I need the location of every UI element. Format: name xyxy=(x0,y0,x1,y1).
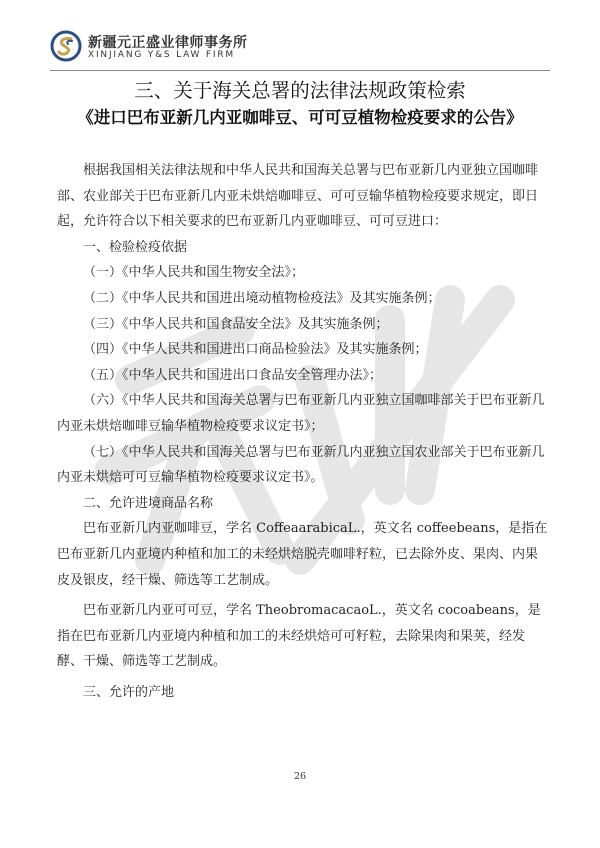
heading-inspection-basis: 一、检验检疫依据 xyxy=(83,239,188,255)
basis-item-5: （五）《中华人民共和国进出口食品安全管理办法》； xyxy=(83,367,383,383)
coffee-paragraph: 巴布亚新几内亚咖啡豆，学名 CoffeaarabicaL.，英文名 coffeebeans，是指在巴布亚新几内亚境内种植和加工的未经烘焙脱壳咖啡籽粒，已去除外皮、果肉、内果皮及银皮，经干燥、筛选等工艺制成。 xyxy=(57,521,548,588)
document-body xyxy=(57,158,549,705)
cocoa-paragraph: 巴布亚新几内亚可可豆，学名 TheobromacacaoL.，英文名 cocoabeans，是指在巴布亚新几内亚境内种植和加工的未经烘焙可可籽粒，去除果肉和果荚，经发酵、干燥、筛选等工艺制成。 xyxy=(57,603,541,670)
section-title: 三、关于海关总署的法律法规政策检索 xyxy=(134,79,466,102)
heading-permitted-origin: 三、允许的产地 xyxy=(83,684,175,700)
firm-logo-icon xyxy=(50,30,82,62)
firm-name-en: XINJIANG Y&S LAW FIRM xyxy=(88,50,235,60)
basis-item-4: （四）《中华人民共和国进出口商品检验法》及其实施条例； xyxy=(83,342,428,358)
document-title: 《进口巴布亚新几内亚咖啡豆、可可豆植物检疫要求的公告》 xyxy=(77,108,523,127)
basis-item-2: （二）《中华人民共和国进出境动植物检疫法》及其实施条例； xyxy=(83,290,441,306)
basis-item-3: （三）《中华人民共和国食品安全法》及其实施条例； xyxy=(83,316,389,332)
page-number: 26 xyxy=(293,771,307,782)
basis-item-1: （一）《中华人民共和国生物安全法》； xyxy=(83,265,305,281)
intro-paragraph: 根据我国相关法律法规和中华人民共和国海关总署与巴布亚新几内亚独立国咖啡部、农业部关于巴布亚新几内亚未烘焙咖啡豆、可可豆输华植物检疫要求规定，即日起，允许符合以下相关要求的巴布亚新几内亚咖啡豆、可可豆进口： xyxy=(57,163,539,230)
heading-permitted-goods: 二、允许进境商品名称 xyxy=(83,495,214,511)
basis-item-7: （七）《中华人民共和国海关总署与巴布亚新几内亚独立国农业部关于巴布亚新几内亚未烘焙可可豆输华植物检疫要求议定书》。 xyxy=(57,444,545,486)
header-divider xyxy=(50,70,550,71)
basis-item-6: （六）《中华人民共和国海关总署与巴布亚新几内亚独立国咖啡部关于巴布亚新几内亚未烘焙咖啡豆输华植物检疫要求议定书》； xyxy=(57,393,545,434)
firm-name-cn: 新疆元正盛业律师事务所 xyxy=(88,35,248,51)
page-header xyxy=(50,26,550,70)
